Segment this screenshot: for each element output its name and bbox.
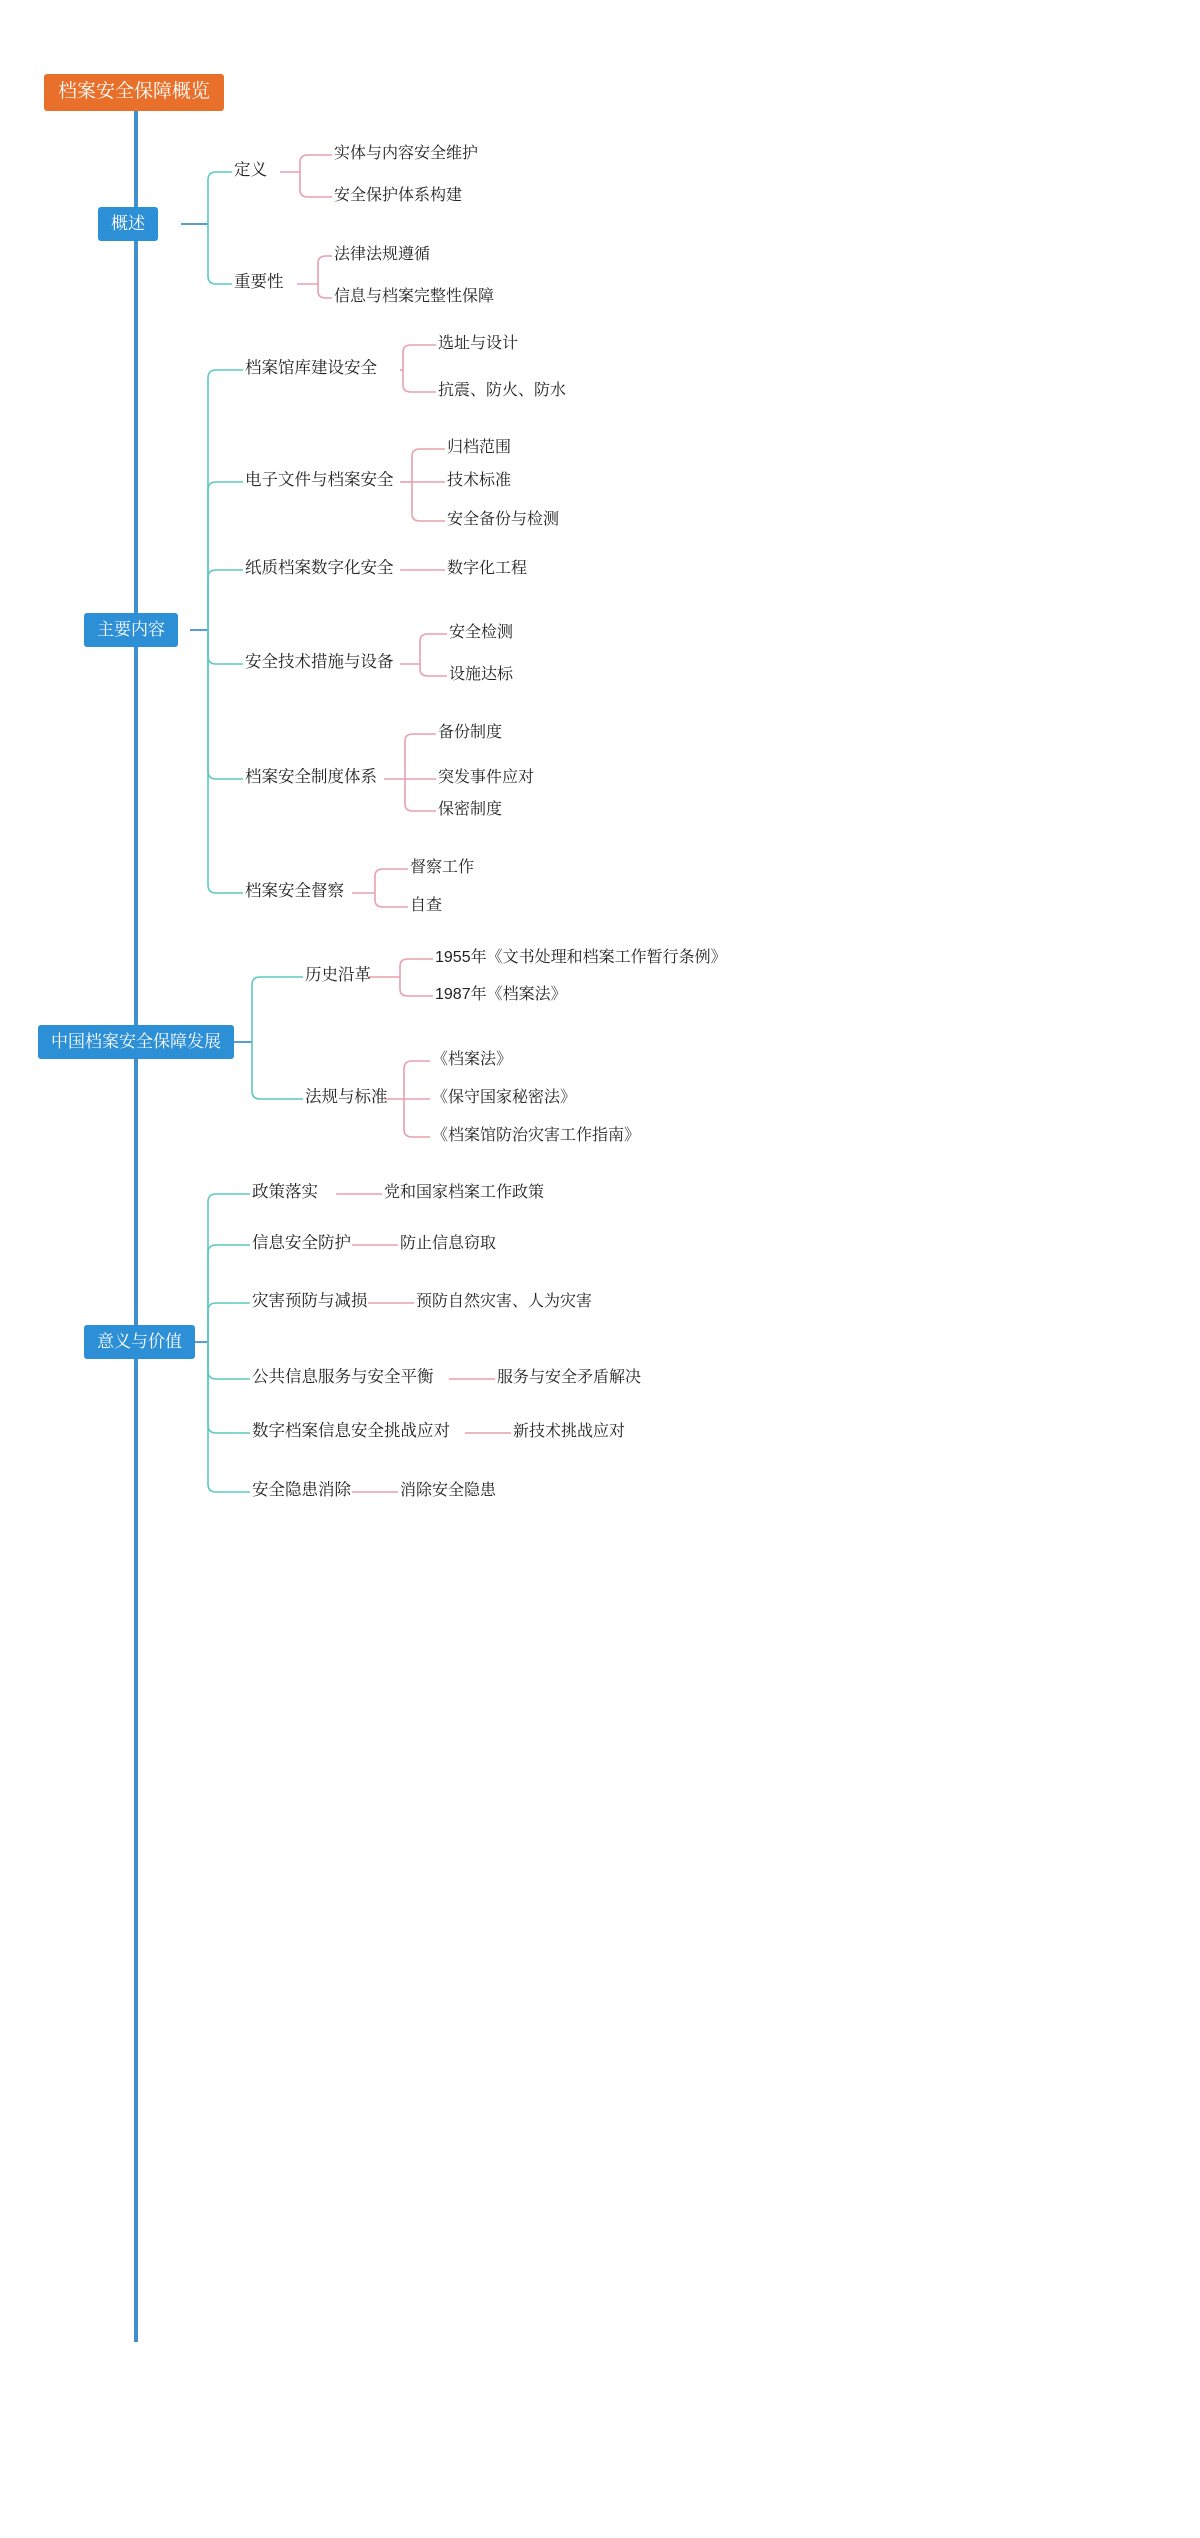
root-node[interactable]: 档案安全保障概览 (44, 74, 224, 111)
node-facility-standard[interactable]: 设施达标 (449, 666, 514, 683)
node-backup-detection[interactable]: 安全备份与检测 (447, 511, 560, 528)
node-regulations-standards[interactable]: 法规与标准 (305, 1088, 388, 1106)
node-importance[interactable]: 重要性 (234, 273, 284, 291)
node-service-security-conflict[interactable]: 服务与安全矛盾解决 (497, 1369, 642, 1386)
node-site-design[interactable]: 选址与设计 (438, 335, 519, 352)
node-security-tech-measures[interactable]: 安全技术措施与设备 (245, 653, 394, 671)
node-technical-standard[interactable]: 技术标准 (447, 472, 512, 489)
node-1987-archives-law[interactable]: 1987年《档案法》 (435, 986, 567, 1003)
node-digitization-project[interactable]: 数字化工程 (447, 560, 528, 577)
node-supervision-work[interactable]: 督察工作 (410, 859, 475, 876)
node-new-tech-response[interactable]: 新技术挑战应对 (513, 1423, 626, 1440)
node-1955-regulation[interactable]: 1955年《文书处理和档案工作暂行条例》 (435, 949, 727, 966)
node-electronic-records-security[interactable]: 电子文件与档案安全 (245, 471, 394, 489)
node-public-service-balance[interactable]: 公共信息服务与安全平衡 (252, 1368, 434, 1386)
node-security-supervision[interactable]: 档案安全督察 (245, 882, 344, 900)
node-eliminate-hazards[interactable]: 消除安全隐患 (400, 1482, 497, 1499)
branch-node-overview[interactable]: 概述 (98, 207, 158, 241)
node-digital-security-challenge[interactable]: 数字档案信息安全挑战应对 (252, 1422, 450, 1440)
node-definition[interactable]: 定义 (234, 161, 267, 179)
node-integrity-guarantee[interactable]: 信息与档案完整性保障 (334, 288, 495, 305)
node-quake-fire-water[interactable]: 抗震、防火、防水 (438, 382, 567, 399)
node-policy-implementation[interactable]: 政策落实 (252, 1183, 318, 1201)
node-natural-manmade-disaster[interactable]: 预防自然灾害、人为灾害 (416, 1293, 593, 1310)
node-archive-building-security[interactable]: 档案馆库建设安全 (245, 359, 377, 377)
node-security-detection[interactable]: 安全检测 (449, 624, 514, 641)
node-paper-digitization-security[interactable]: 纸质档案数字化安全 (245, 559, 394, 577)
node-emergency-response[interactable]: 突发事件应对 (438, 769, 535, 786)
branch-node-china-development[interactable]: 中国档案安全保障发展 (38, 1025, 234, 1059)
node-self-inspection[interactable]: 自查 (410, 897, 443, 914)
node-hazard-elimination[interactable]: 安全隐患消除 (252, 1481, 351, 1499)
node-backup-policy[interactable]: 备份制度 (438, 724, 503, 741)
node-legal-compliance[interactable]: 法律法规遵循 (334, 246, 431, 263)
node-disaster-guide[interactable]: 《档案馆防治灾害工作指南》 (432, 1127, 641, 1144)
node-security-system-framework[interactable]: 档案安全制度体系 (245, 768, 377, 786)
node-info-security-protection[interactable]: 信息安全防护 (252, 1234, 351, 1252)
node-history[interactable]: 历史沿革 (305, 966, 371, 984)
branch-node-significance[interactable]: 意义与价值 (84, 1325, 195, 1359)
node-confidentiality-policy[interactable]: 保密制度 (438, 801, 503, 818)
node-security-system-build[interactable]: 安全保护体系构建 (334, 187, 463, 204)
node-entity-content-security[interactable]: 实体与内容安全维护 (334, 145, 479, 162)
branch-node-main-content[interactable]: 主要内容 (84, 613, 178, 647)
node-party-state-policy[interactable]: 党和国家档案工作政策 (384, 1184, 545, 1201)
node-prevent-info-theft[interactable]: 防止信息窃取 (400, 1235, 497, 1252)
node-disaster-prevention[interactable]: 灾害预防与减损 (252, 1292, 368, 1310)
node-archives-law[interactable]: 《档案法》 (432, 1051, 513, 1068)
node-state-secrets-law[interactable]: 《保守国家秘密法》 (432, 1089, 577, 1106)
node-filing-scope[interactable]: 归档范围 (447, 439, 512, 456)
